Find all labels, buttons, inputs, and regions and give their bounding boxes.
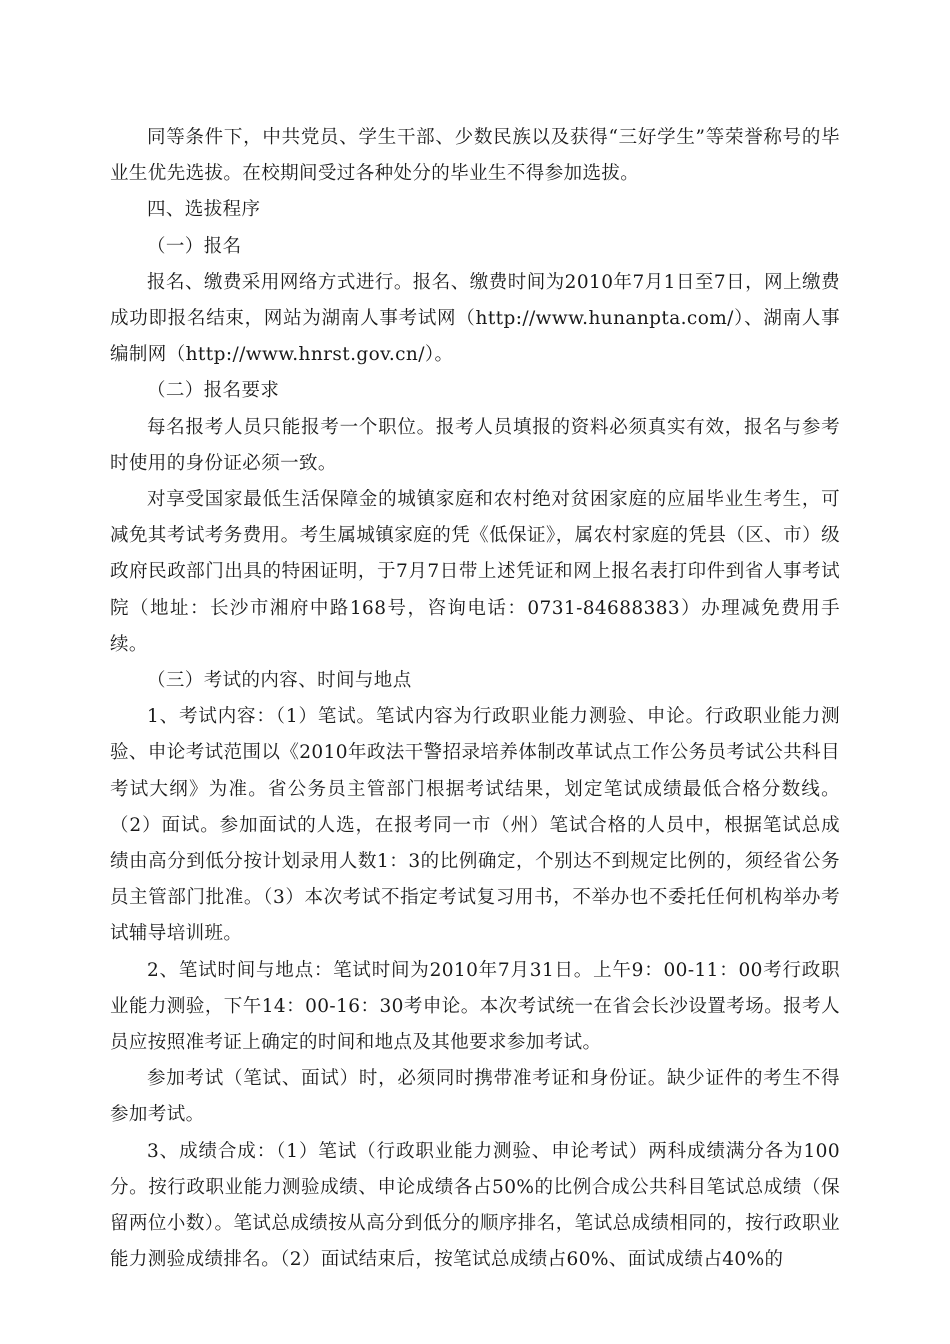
paragraph-registration-method: 报名、缴费采用网络方式进行。报名、缴费时间为2010年7月1日至7日，网上缴费成功即报名结束，网站为湖南人事考试网（http://www.hunanpta.com/）、湖南人事编制网（http://www.hnrst.gov.cn/）。 [110, 271, 840, 366]
subheading-registration: （一）报名 [147, 235, 242, 257]
paragraph-exam-time-place: 2、笔试时间与地点：笔试时间为2010年7月31日。上午9：00-11：00考行政职业能力测验，下午14：00-16：30考申论。本次考试统一在省会长沙设置考场。报考人员应按照准考证上确定的时间和地点及其他要求参加考试。 [110, 959, 840, 1054]
paragraph-exam-content: 1、考试内容：（1）笔试。笔试内容为行政职业能力测验、申论。行政职业能力测验、申论考试范围以《2010年政法干警招录培养体制改革试点工作公务员考试公共科目考试大纲》为准。省公务员主管部门根据考试结果，划定笔试成绩最低合格分数线。（2）面试。参加面试的人选，在报考同一市（州）笔试合格的人员中，根据笔试总成绩由高分到低分按计划录用人数1：3的比例确定，个别达不到规定比例的，须经省公务员主管部门批准。（3）本次考试不指定考试复习用书，不举办也不委托任何机构举办考试辅导培训班。 [110, 706, 840, 945]
paragraph-score-composition: 3、成绩合成：（1）笔试（行政职业能力测验、申论考试）两科成绩满分各为100分。按行政职业能力测验成绩、申论成绩各占50%的比例合成公共科目笔试总成绩（保留两位小数）。笔试总成绩按从高分到低分的顺序排名，笔试总成绩相同的，按行政职业能力测验成绩排名。（2）面试结束后，按笔试总成绩占60%、面试成绩占40%的 [110, 1140, 840, 1271]
subheading-exam-content-time-place: （三）考试的内容、时间与地点 [147, 670, 412, 692]
paragraph-required-documents: 参加考试（笔试、面试）时，必须同时携带准考证和身份证。缺少证件的考生不得参加考试。 [110, 1068, 840, 1126]
paragraph-one-position-only: 每名报考人员只能报考一个职位。报考人员填报的资料必须真实有效，报名与参考时使用的身份证必须一致。 [110, 416, 840, 474]
document-body [110, 120, 840, 1279]
paragraph-preferential-selection: 同等条件下，中共党员、学生干部、少数民族以及获得“三好学生”等荣誉称号的毕业生优先选拔。在校期间受过各种处分的毕业生不得参加选拔。 [110, 127, 840, 185]
subheading-registration-requirements: （二）报名要求 [147, 380, 280, 402]
paragraph-fee-reduction: 对享受国家最低生活保障金的城镇家庭和农村绝对贫困家庭的应届毕业生考生，可减免其考试考务费用。考生属城镇家庭的凭《低保证》，属农村家庭的凭县（区、市）级政府民政部门出具的特困证明，于7月7日带上述凭证和网上报名表打印件到省人事考试院（地址：长沙市湘府中路168号，咨询电话：0731-84688383）办理减免费用手续。 [110, 489, 840, 655]
section-heading-selection-procedure: 四、选拔程序 [147, 199, 261, 221]
